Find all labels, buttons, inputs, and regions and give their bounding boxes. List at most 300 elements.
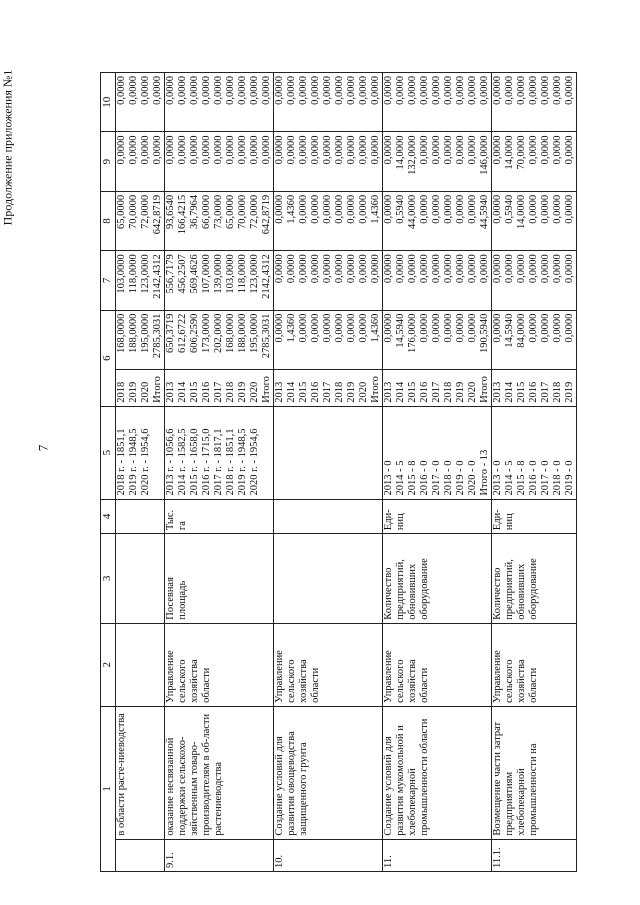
years-value: 2019 (346, 381, 357, 403)
unit (274, 499, 383, 534)
total-funding-value: 0,0000 (358, 313, 369, 343)
other-sources-value: 0,0000 (177, 76, 188, 105)
federal-budget-value: 0,0000 (334, 194, 345, 224)
target-values (116, 406, 165, 499)
regional-budget-value: 0,0000 (346, 254, 357, 284)
total-funding-value: 606,2590 (189, 313, 200, 353)
years-value: 2019 (455, 381, 466, 403)
column-header-row (101, 73, 116, 872)
extra-budget-value: 0,0000 (213, 135, 224, 165)
federal-budget-value: 70,0000 (128, 194, 139, 229)
federal-budget-value: 65,0000 (225, 194, 236, 229)
regional-budget-value: 0,0000 (310, 254, 321, 284)
years-value: 2014 (286, 381, 297, 403)
target-values-value: 2019 г. - 1948,5 (128, 428, 139, 496)
extra-budget-value: 0,0000 (564, 135, 575, 165)
total-funding-value: 0,0000 (455, 313, 466, 343)
years-value: Итого (370, 376, 381, 403)
target-values-value: 2014 г. - 1582,5 (177, 428, 188, 496)
extra-budget (165, 132, 274, 191)
years (383, 369, 492, 406)
extra-budget-value: 0,0000 (237, 135, 248, 165)
federal-budget-value: 642,8719 (261, 194, 272, 235)
extra-budget (116, 132, 165, 191)
total-funding-value: 0,0000 (552, 313, 563, 343)
federal-budget-value: 65,0000 (116, 194, 127, 229)
federal-budget-value: 0,0000 (467, 194, 478, 224)
years-value: 2013 (383, 381, 394, 403)
target-values-value: 2018 - 0 (443, 460, 454, 496)
total-funding-value: 612,6722 (177, 313, 188, 353)
other-sources-value: 0,0000 (334, 76, 345, 105)
target-values-value: 2018 г. - 1851,1 (116, 428, 127, 496)
total-funding-value: 188,0000 (237, 313, 248, 353)
years-value: 2019 (564, 381, 575, 403)
page-number: 7 (35, 444, 51, 452)
table-row (165, 73, 274, 872)
years-value: 2016 (201, 381, 212, 403)
other-sources-value: 0,0000 (540, 76, 551, 105)
federal-budget-value: 0,0000 (383, 194, 394, 224)
other-sources-value: 0,0000 (298, 76, 309, 105)
other-sources (165, 73, 274, 132)
years-value: Итого (261, 376, 272, 403)
years-value: 2018 (116, 381, 127, 403)
target-values-value: 2017 - 0 (431, 460, 442, 496)
target-values-value: 2016 г. - 1715,0 (201, 428, 212, 496)
other-sources-value: 0,0000 (310, 76, 321, 105)
total-funding-value: 0,0000 (540, 313, 551, 343)
target-values (492, 406, 577, 499)
target-values-value: 2015 г. - 1658,0 (189, 428, 200, 496)
extra-budget (274, 132, 383, 191)
regional-budget-value: 0,0000 (322, 254, 333, 284)
extra-budget-value: 132,0000 (407, 135, 418, 175)
extra-budget-value: 0,0000 (249, 135, 260, 165)
regional-budget-value: 118,0000 (237, 254, 248, 294)
total-funding (116, 310, 165, 369)
col-header-9: 9 (101, 132, 116, 191)
federal-budget-value: 0,0000 (540, 194, 551, 224)
federal-budget (165, 191, 274, 250)
years-value: 2019 (128, 381, 139, 403)
federal-budget-value: 73,0000 (213, 194, 224, 229)
federal-budget-value: 0,0000 (552, 194, 563, 224)
extra-budget-value: 146,0000 (479, 135, 490, 175)
unit: Еди-ниц (383, 499, 492, 534)
other-sources-value: 0,0000 (431, 76, 442, 105)
years-value: 2015 (189, 381, 200, 403)
regional-budget (165, 251, 274, 310)
other-sources-value: 0,0000 (322, 76, 333, 105)
regional-budget-value: 123,0000 (249, 254, 260, 294)
total-funding-value: 195,0000 (249, 313, 260, 353)
regional-budget-value: 0,0000 (334, 254, 345, 284)
years (165, 369, 274, 406)
regional-budget-value: 0,0000 (383, 254, 394, 284)
target-values-value: 2019 г. - 1948,5 (237, 428, 248, 496)
other-sources-value: 0,0000 (419, 76, 430, 105)
extra-budget (492, 132, 577, 191)
regional-budget-value: 556,7179 (165, 254, 176, 294)
years-value: 2014 (504, 381, 515, 403)
regional-budget-value: 0,0000 (370, 254, 381, 284)
total-funding-value: 84,0000 (516, 313, 527, 348)
activity-name: в области расте-ниеводства (116, 706, 165, 839)
executor: Управление сельского хозяйства области (383, 623, 492, 706)
years-value: 2018 (334, 381, 345, 403)
extra-budget (383, 132, 492, 191)
extra-budget-value: 0,0000 (274, 135, 285, 165)
regional-budget-value: 0,0000 (552, 254, 563, 284)
total-funding-value: 14,5940 (395, 313, 406, 348)
other-sources-value: 0,0000 (407, 76, 418, 105)
total-funding-value: 1,4360 (286, 313, 297, 343)
total-funding-value: 0,0000 (564, 313, 575, 343)
regional-budget-value: 103,0000 (116, 254, 127, 294)
other-sources-value: 0,0000 (189, 76, 200, 105)
regional-budget-value: 0,0000 (407, 254, 418, 284)
federal-budget-value: 0,0000 (274, 194, 285, 224)
years (116, 369, 165, 406)
total-funding-value: 168,0000 (225, 313, 236, 353)
other-sources (116, 73, 165, 132)
indicator-name (274, 534, 383, 624)
federal-budget-value: 0,0000 (419, 194, 430, 224)
years (274, 369, 383, 406)
extra-budget-value: 0,0000 (455, 135, 466, 165)
target-values-value: 2018 г. - 1851,1 (225, 428, 236, 496)
federal-budget-value: 0,0000 (358, 194, 369, 224)
extra-budget-value: 0,0000 (189, 135, 200, 165)
executor: Управление сельского хозяйства области (274, 623, 383, 706)
row-number: 10. (274, 839, 383, 871)
other-sources-value: 0,0000 (152, 76, 163, 105)
years (492, 369, 577, 406)
regional-budget-value: 0,0000 (479, 254, 490, 284)
extra-budget-value: 14,0000 (395, 135, 406, 170)
extra-budget-value: 0,0000 (152, 135, 163, 165)
federal-budget-value: 1,4360 (286, 194, 297, 224)
col-header-8: 8 (101, 191, 116, 250)
regional-budget (492, 251, 577, 310)
other-sources-value: 0,0000 (564, 76, 575, 105)
target-values (274, 406, 383, 499)
other-sources-value: 0,0000 (128, 76, 139, 105)
activity-name: Создание условий для развития мукомольной и хлебопекарной промышленности области (383, 706, 492, 839)
years-value: 2016 (419, 381, 430, 403)
regional-budget-value: 0,0000 (286, 254, 297, 284)
years-value: 2018 (552, 381, 563, 403)
total-funding-value: 0,0000 (346, 313, 357, 343)
regional-budget-value: 107,0000 (201, 254, 212, 294)
federal-budget-value: 0,5940 (504, 194, 515, 224)
other-sources-value: 0,0000 (140, 76, 151, 105)
years-value: 2020 (358, 381, 369, 403)
regional-budget-value: 2142,4312 (152, 254, 163, 299)
extra-budget-value: 0,0000 (358, 135, 369, 165)
total-funding-value: 1,4360 (370, 313, 381, 343)
activity-name: оказание несвязанной поддержки сельскохо-зяйственным товаро-производителям в об-ласти растениеводства (165, 706, 274, 839)
extra-budget-value: 0,0000 (322, 135, 333, 165)
total-funding-value: 0,0000 (334, 313, 345, 343)
extra-budget-value: 0,0000 (334, 135, 345, 165)
federal-budget-value: 0,0000 (455, 194, 466, 224)
row-number: 9.1. (165, 839, 274, 871)
indicator-name (116, 534, 165, 624)
years-value: Итого (152, 376, 163, 403)
extra-budget-value: 0,0000 (431, 135, 442, 165)
total-funding-value: 0,0000 (419, 313, 430, 343)
table-row (116, 73, 165, 872)
total-funding-value: 190,5940 (479, 313, 490, 353)
years-value: 2016 (310, 381, 321, 403)
federal-budget-value: 0,0000 (431, 194, 442, 224)
total-funding (274, 310, 383, 369)
extra-budget-value: 0,0000 (140, 135, 151, 165)
target-values-value: 2013 - 0 (383, 460, 394, 496)
table-row (383, 73, 492, 872)
other-sources-value: 0,0000 (479, 76, 490, 105)
federal-budget-value: 0,0000 (322, 194, 333, 224)
regional-budget (383, 251, 492, 310)
target-values-value: 2013 - 0 (492, 460, 503, 496)
extra-budget-value: 0,0000 (177, 135, 188, 165)
other-sources-value: 0,0000 (552, 76, 563, 105)
federal-budget-value: 0,0000 (346, 194, 357, 224)
federal-budget-value: 0,0000 (310, 194, 321, 224)
col-header-5: 5 (101, 406, 116, 499)
years-value: 2017 (213, 381, 224, 403)
federal-budget-value: 72,0000 (249, 194, 260, 229)
regional-budget-value: 456,2507 (177, 254, 188, 294)
extra-budget-value: 0,0000 (298, 135, 309, 165)
total-funding-value: 176,0000 (407, 313, 418, 353)
other-sources-value: 0,0000 (516, 76, 527, 105)
regional-budget-value: 0,0000 (274, 254, 285, 284)
years-value: 2013 (165, 381, 176, 403)
unit: Еди-ниц (492, 499, 577, 534)
total-funding-value: 0,0000 (467, 313, 478, 343)
regional-budget-value: 123,0000 (140, 254, 151, 294)
col-header-4: 4 (101, 499, 116, 534)
other-sources-value: 0,0000 (286, 76, 297, 105)
other-sources-value: 0,0000 (370, 76, 381, 105)
regional-budget-value: 0,0000 (516, 254, 527, 284)
extra-budget-value: 0,0000 (492, 135, 503, 165)
other-sources-value: 0,0000 (443, 76, 454, 105)
total-funding-value: 195,0000 (140, 313, 151, 353)
years-value: 2015 (516, 381, 527, 403)
extra-budget-value: 0,0000 (552, 135, 563, 165)
federal-budget-value: 14,0000 (516, 194, 527, 229)
target-values-value: 2015 - 8 (407, 460, 418, 496)
regional-budget-value: 0,0000 (528, 254, 539, 284)
col-header-1: 1 (101, 706, 116, 871)
regional-budget (274, 251, 383, 310)
total-funding-value: 0,0000 (298, 313, 309, 343)
executor: Управление сельского хозяйства области (165, 623, 274, 706)
other-sources-value: 0,0000 (237, 76, 248, 105)
years-value: 2018 (443, 381, 454, 403)
regional-budget-value: 0,0000 (492, 254, 503, 284)
federal-budget-value: 166,4215 (177, 194, 188, 235)
indicator-name: Количество предприятий, обновивших оборудование (492, 534, 577, 624)
years-value: 2014 (177, 381, 188, 403)
regional-budget-value: 139,0000 (213, 254, 224, 294)
continuation-title: Продолжение приложения №1 (0, 69, 15, 226)
table-row (274, 73, 383, 872)
other-sources-value: 0,0000 (528, 76, 539, 105)
regional-budget-value: 2142,4312 (261, 254, 272, 299)
other-sources-value: 0,0000 (383, 76, 394, 105)
target-values-value: 2014 - 5 (395, 460, 406, 496)
regional-budget-value: 0,0000 (455, 254, 466, 284)
extra-budget-value: 0,0000 (310, 135, 321, 165)
federal-budget-value: 0,0000 (492, 194, 503, 224)
regional-budget-value: 0,0000 (358, 254, 369, 284)
extra-budget-value: 0,0000 (370, 135, 381, 165)
regional-budget-value: 0,0000 (298, 254, 309, 284)
total-funding-value: 0,0000 (322, 313, 333, 343)
extra-budget-value: 0,0000 (116, 135, 127, 165)
federal-budget-value: 1,4360 (370, 194, 381, 224)
activity-name: Создание условий для развития овощеводства защищенного грунта (274, 706, 383, 839)
target-values-value: 2016 - 0 (528, 460, 539, 496)
regional-budget-value: 0,0000 (431, 254, 442, 284)
years-value: 2016 (528, 381, 539, 403)
target-values-value: 2017 - 0 (540, 460, 551, 496)
target-values-value: 2017 г. - 1817,1 (213, 428, 224, 496)
other-sources-value: 0,0000 (346, 76, 357, 105)
federal-budget-value: 0,0000 (443, 194, 454, 224)
col-header-6: 6 (101, 310, 116, 406)
extra-budget-value: 0,0000 (383, 135, 394, 165)
target-values-value: 2020 г. - 1954,6 (249, 428, 260, 496)
executor: Управление сельского хозяйства области (492, 623, 577, 706)
years-value: 2015 (298, 381, 309, 403)
extra-budget-value: 0,0000 (128, 135, 139, 165)
federal-budget-value: 0,0000 (528, 194, 539, 224)
other-sources-value: 0,0000 (492, 76, 503, 105)
unit (116, 499, 165, 534)
total-funding-value: 14,5940 (504, 313, 515, 348)
years-value: 2017 (322, 381, 333, 403)
years-value: 2019 (237, 381, 248, 403)
col-header-7: 7 (101, 251, 116, 310)
table-container (100, 72, 634, 872)
other-sources-value: 0,0000 (261, 76, 272, 105)
total-funding-value: 0,0000 (310, 313, 321, 343)
federal-budget (492, 191, 577, 250)
regional-budget-value: 103,0000 (225, 254, 236, 294)
other-sources-value: 0,0000 (213, 76, 224, 105)
executor (116, 623, 165, 706)
years-value: Итого (479, 376, 490, 403)
total-funding (165, 310, 274, 369)
years-value: 2015 (407, 381, 418, 403)
extra-budget-value: 0,0000 (443, 135, 454, 165)
years-value: 2014 (395, 381, 406, 403)
total-funding-value: 0,0000 (443, 313, 454, 343)
total-funding-value: 0,0000 (528, 313, 539, 343)
regional-budget (116, 251, 165, 310)
total-funding-value: 0,0000 (492, 313, 503, 343)
program-table (100, 72, 577, 872)
table-body (116, 73, 577, 872)
years-value: 2020 (467, 381, 478, 403)
years-value: 2013 (274, 381, 285, 403)
years-value: 2020 (140, 381, 151, 403)
regional-budget-value: 0,0000 (419, 254, 430, 284)
federal-budget-value: 66,0000 (201, 194, 212, 229)
other-sources-value: 0,0000 (249, 76, 260, 105)
extra-budget-value: 0,0000 (286, 135, 297, 165)
other-sources-value: 0,0000 (467, 76, 478, 105)
federal-budget (383, 191, 492, 250)
regional-budget-value: 0,0000 (443, 254, 454, 284)
target-values-value: 2013 г. - 1056,6 (165, 428, 176, 496)
total-funding-value: 0,0000 (274, 313, 285, 343)
other-sources-value: 0,0000 (165, 76, 176, 105)
row-number (116, 839, 165, 871)
target-values-value: 2014 - 5 (504, 460, 515, 496)
col-header-10: 10 (101, 73, 116, 132)
federal-budget (116, 191, 165, 250)
extra-budget-value: 0,0000 (346, 135, 357, 165)
other-sources (492, 73, 577, 132)
federal-budget-value: 642,8719 (152, 194, 163, 235)
regional-budget-value: 0,0000 (564, 254, 575, 284)
total-funding-value: 0,0000 (383, 313, 394, 343)
total-funding-value: 2785,3031 (261, 313, 272, 359)
total-funding (492, 310, 577, 369)
federal-budget-value: 36,7964 (189, 194, 200, 229)
total-funding-value: 2785,3031 (152, 313, 163, 359)
table-row (492, 73, 577, 872)
federal-budget-value: 0,0000 (564, 194, 575, 224)
total-funding-value: 168,0000 (116, 313, 127, 353)
extra-budget-value: 0,0000 (225, 135, 236, 165)
other-sources-value: 0,0000 (116, 76, 127, 105)
total-funding-value: 173,0000 (201, 313, 212, 353)
regional-budget-value: 0,0000 (540, 254, 551, 284)
regional-budget-value: 0,0000 (504, 254, 515, 284)
federal-budget-value: 70,0000 (237, 194, 248, 229)
regional-budget-value: 0,0000 (395, 254, 406, 284)
extra-budget-value: 0,0000 (165, 135, 176, 165)
regional-budget-value: 569,4626 (189, 254, 200, 294)
federal-budget-value: 72,0000 (140, 194, 151, 229)
target-values (383, 406, 492, 499)
total-funding-value: 0,0000 (431, 313, 442, 343)
federal-budget-value: 0,0000 (298, 194, 309, 224)
total-funding (383, 310, 492, 369)
regional-budget-value: 0,0000 (467, 254, 478, 284)
extra-budget-value: 70,0000 (516, 135, 527, 170)
extra-budget-value: 0,0000 (540, 135, 551, 165)
regional-budget-value: 118,0000 (128, 254, 139, 294)
col-header-2: 2 (101, 623, 116, 706)
other-sources-value: 0,0000 (225, 76, 236, 105)
target-values-value: 2019 - 0 (564, 460, 575, 496)
years-value: 2020 (249, 381, 260, 403)
other-sources-value: 0,0000 (201, 76, 212, 105)
row-number: 11. (383, 839, 492, 871)
other-sources (274, 73, 383, 132)
indicator-name: Посевная площадь (165, 534, 274, 624)
other-sources (383, 73, 492, 132)
